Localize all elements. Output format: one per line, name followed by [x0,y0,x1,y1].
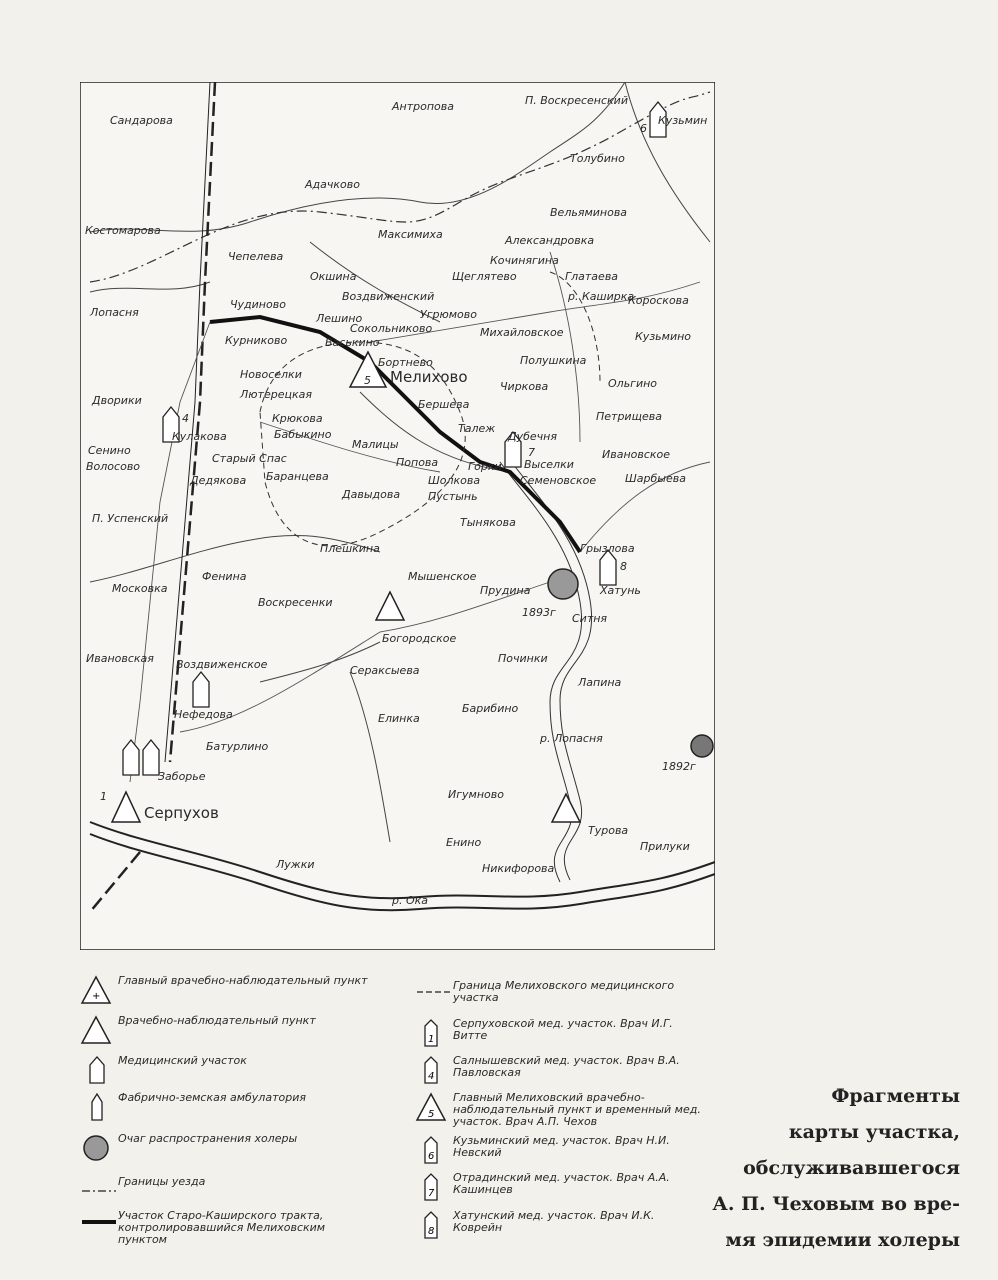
legend-label: Отрадинский мед. участок. Врач А.А. Кашинцев [453,1171,670,1196]
place-label: Грызлова [580,542,635,555]
place-label: Дубечня [508,430,557,443]
svg-text:4: 4 [428,1071,435,1082]
place-label: Бершева [418,398,470,411]
place-label: Сераксыева [350,664,420,677]
place-label: Фенина [202,570,247,583]
legend-label: Главный Мелиховский врачебно-наблюдательный пункт и временный мед. участок. Врач А.П. Чехов [453,1091,701,1128]
place-label: Хатунь [600,584,641,597]
place-label: Лопасня [90,306,139,319]
cholera-focus-prudina [548,569,578,599]
place-label: Щеглятево [452,270,517,283]
place-label: Тынякова [460,516,516,529]
place-label: Ольгино [608,377,658,390]
district-7-icon [415,1172,453,1202]
place-label: Волосово [86,460,141,473]
place-label: Лужки [276,858,315,871]
caption-line: обслуживавшегося [743,1157,960,1179]
place-label: Сокольниково [350,322,433,335]
place-label: Прудина [480,584,531,597]
district-number: 4 [182,412,189,425]
place-label: Выселки [524,458,574,471]
district-number: 7 [528,446,535,459]
legend-label: Фабрично-земская амбулатория [118,1091,306,1104]
place-label: Максимиха [378,228,443,241]
place-label: Вельяминова [550,206,628,219]
place-label: Дедякова [190,474,247,487]
place-label: Нефедова [174,708,233,721]
legend-label: Врачебно-наблюдательный пункт [118,1014,316,1027]
place-label: Александровка [505,234,595,247]
place-label: Полушкина [520,354,587,367]
svg-text:8: 8 [428,1226,435,1237]
district-8-icon [415,1210,453,1240]
place-label: Починки [498,652,548,665]
caption-line: Фрагменты [831,1085,960,1107]
place-label: Ситня [572,612,608,625]
place-label: 1893г [522,606,556,619]
legend-label: Границы уезда [118,1175,206,1188]
district-number: 8 [620,560,627,573]
place-label: Московка [112,582,168,595]
place-label: Бортнево [378,356,433,369]
place-label: Ивановская [86,652,154,665]
place-label: Короскова [628,294,689,307]
legend-item [80,1015,368,1045]
place-label: Никифорова [482,862,555,875]
place-label: Кочинягина [490,254,559,267]
place-label: Петрищева [596,410,662,423]
svg-text:6: 6 [428,1151,435,1162]
legend-label: Участок Старо-Каширского тракта, контролировавшийся Мелиховским пунктом [118,1209,326,1246]
place-label: Заборье [158,770,206,783]
district-number: 1 [100,790,107,803]
place-label: Попова [396,456,439,469]
caption [640,1078,960,1258]
place-label: Ивановское [602,448,671,461]
legend-label: Салнышевский мед. участок. Врач В.А. Павловская [453,1054,680,1079]
place-label: Прилуки [640,840,690,853]
place-label: Чиркова [500,380,549,393]
place-label: Барибино [462,702,519,715]
place-label: Чепелева [228,250,284,263]
place-label: Игумново [448,788,504,801]
caption-line: мя эпидемии холеры [725,1229,960,1251]
district-5-icon [415,1092,453,1122]
place-label: Бабыкино [274,428,332,441]
place-label: Лешино [316,312,363,325]
place-label: Енино [446,836,482,849]
place-label: Васькино [325,336,380,349]
svg-text:1: 1 [428,1034,435,1045]
place-label: Пустынь [428,490,478,503]
place-label: Богородское [382,632,457,645]
place-label: Батурлино [206,740,269,753]
legend-item [80,1210,368,1246]
cholera-focus-1892 [691,735,713,757]
place-label: Воскресенки [258,596,333,609]
place-label: Кулакова [172,430,227,443]
place-label: П. Успенский [92,512,169,525]
caption-line: карты участка, [788,1121,960,1143]
district-number: 6 [640,122,647,135]
place-label: Шарбыева [625,472,686,485]
place-label: Елинка [378,712,420,725]
district-4-icon [415,1055,453,1085]
legend-label: Медицинский участок [118,1054,247,1067]
place-label: Воздвиженский [342,290,435,303]
place-label: Сандарова [110,114,173,127]
legend-item [80,1133,368,1163]
place-label: 1892г [662,760,696,773]
place-label: Мышенское [408,570,477,583]
place-label: р. Лопасня [540,732,603,745]
place-label: Новоселки [240,368,302,381]
obs-point-icon [80,1015,118,1045]
place-label: Сенино [88,444,131,457]
district-6-icon [415,1135,453,1165]
place-label: Крюкова [272,412,323,425]
place-label: р. Каширка [568,290,635,303]
place-label: Лютерецкая [240,388,312,401]
legend-label: Серпуховской мед. участок. Врач И.Г. Витте [453,1017,673,1042]
place-label: р. Ока [392,894,429,907]
place-label-serpukhov: Серпухов [144,804,219,822]
place-label: Шолкова [428,474,481,487]
place-label: Дворики [92,394,142,407]
place-label: Баранцева [266,470,329,483]
legend-label: Главный врачебно-наблюдательный пункт [118,974,368,987]
map-panel [80,82,715,950]
legend-item [80,975,368,1005]
svg-text:7: 7 [428,1188,435,1199]
place-label: Семеновское [520,474,597,487]
place-label: Чудиново [230,298,286,311]
place-label: Плешкина [320,542,380,555]
place-label: Глатаева [565,270,619,283]
legend-label: Очаг распространения холеры [118,1132,298,1145]
place-label: Малицы [352,438,399,451]
med-district-icon [80,1055,118,1085]
legend-item [80,1092,368,1122]
legend-label: Граница Мелиховского медицинского участка [453,979,675,1004]
melikhovo-border-icon [415,980,453,1010]
place-label: Горки [468,460,502,473]
district-number: 5 [364,374,371,387]
legend-item [415,1018,703,1048]
map-svg [80,82,715,950]
factory-amb-icon [80,1092,118,1122]
place-label: Турова [588,824,629,837]
place-label: Костомарова [85,224,161,237]
svg-text:+: + [92,991,101,1002]
district-1-icon [415,1018,453,1048]
place-label: Антропова [392,100,454,113]
legend-item [415,980,703,1010]
place-label: Адачково [305,178,360,191]
main-point-icon [80,975,118,1005]
road-icon [80,1210,118,1240]
place-label: Лапина [578,676,622,689]
legend-label: Кузьминский мед. участок. Врач Н.И. Невский [453,1134,670,1159]
legend-label: Хатунский мед. участок. Врач И.К. Коврейн [453,1209,655,1234]
place-label: Угрюмово [420,308,477,321]
place-label: Воздвиженское [176,658,268,671]
place-label: Старый Спас [212,452,287,465]
place-label: Толубино [570,152,625,165]
cholera-icon [80,1133,118,1163]
place-label: Окшина [310,270,357,283]
place-label: Кузьмин [658,114,708,127]
uezd-border-icon [80,1176,118,1206]
place-label: Талеж [458,422,496,435]
place-label: П. Воскресенский [525,94,628,107]
svg-text:5: 5 [428,1109,435,1120]
place-label: Курниково [225,334,288,347]
legend-item [80,1055,368,1085]
place-label: Кузьмино [635,330,692,343]
legend-item [80,1176,368,1206]
caption-line: А. П. Чеховым во вре- [712,1193,960,1215]
place-label: Давыдова [342,488,401,501]
place-label: Михайловское [480,326,564,339]
place-label-melikhovo: Мелихово [390,368,468,386]
